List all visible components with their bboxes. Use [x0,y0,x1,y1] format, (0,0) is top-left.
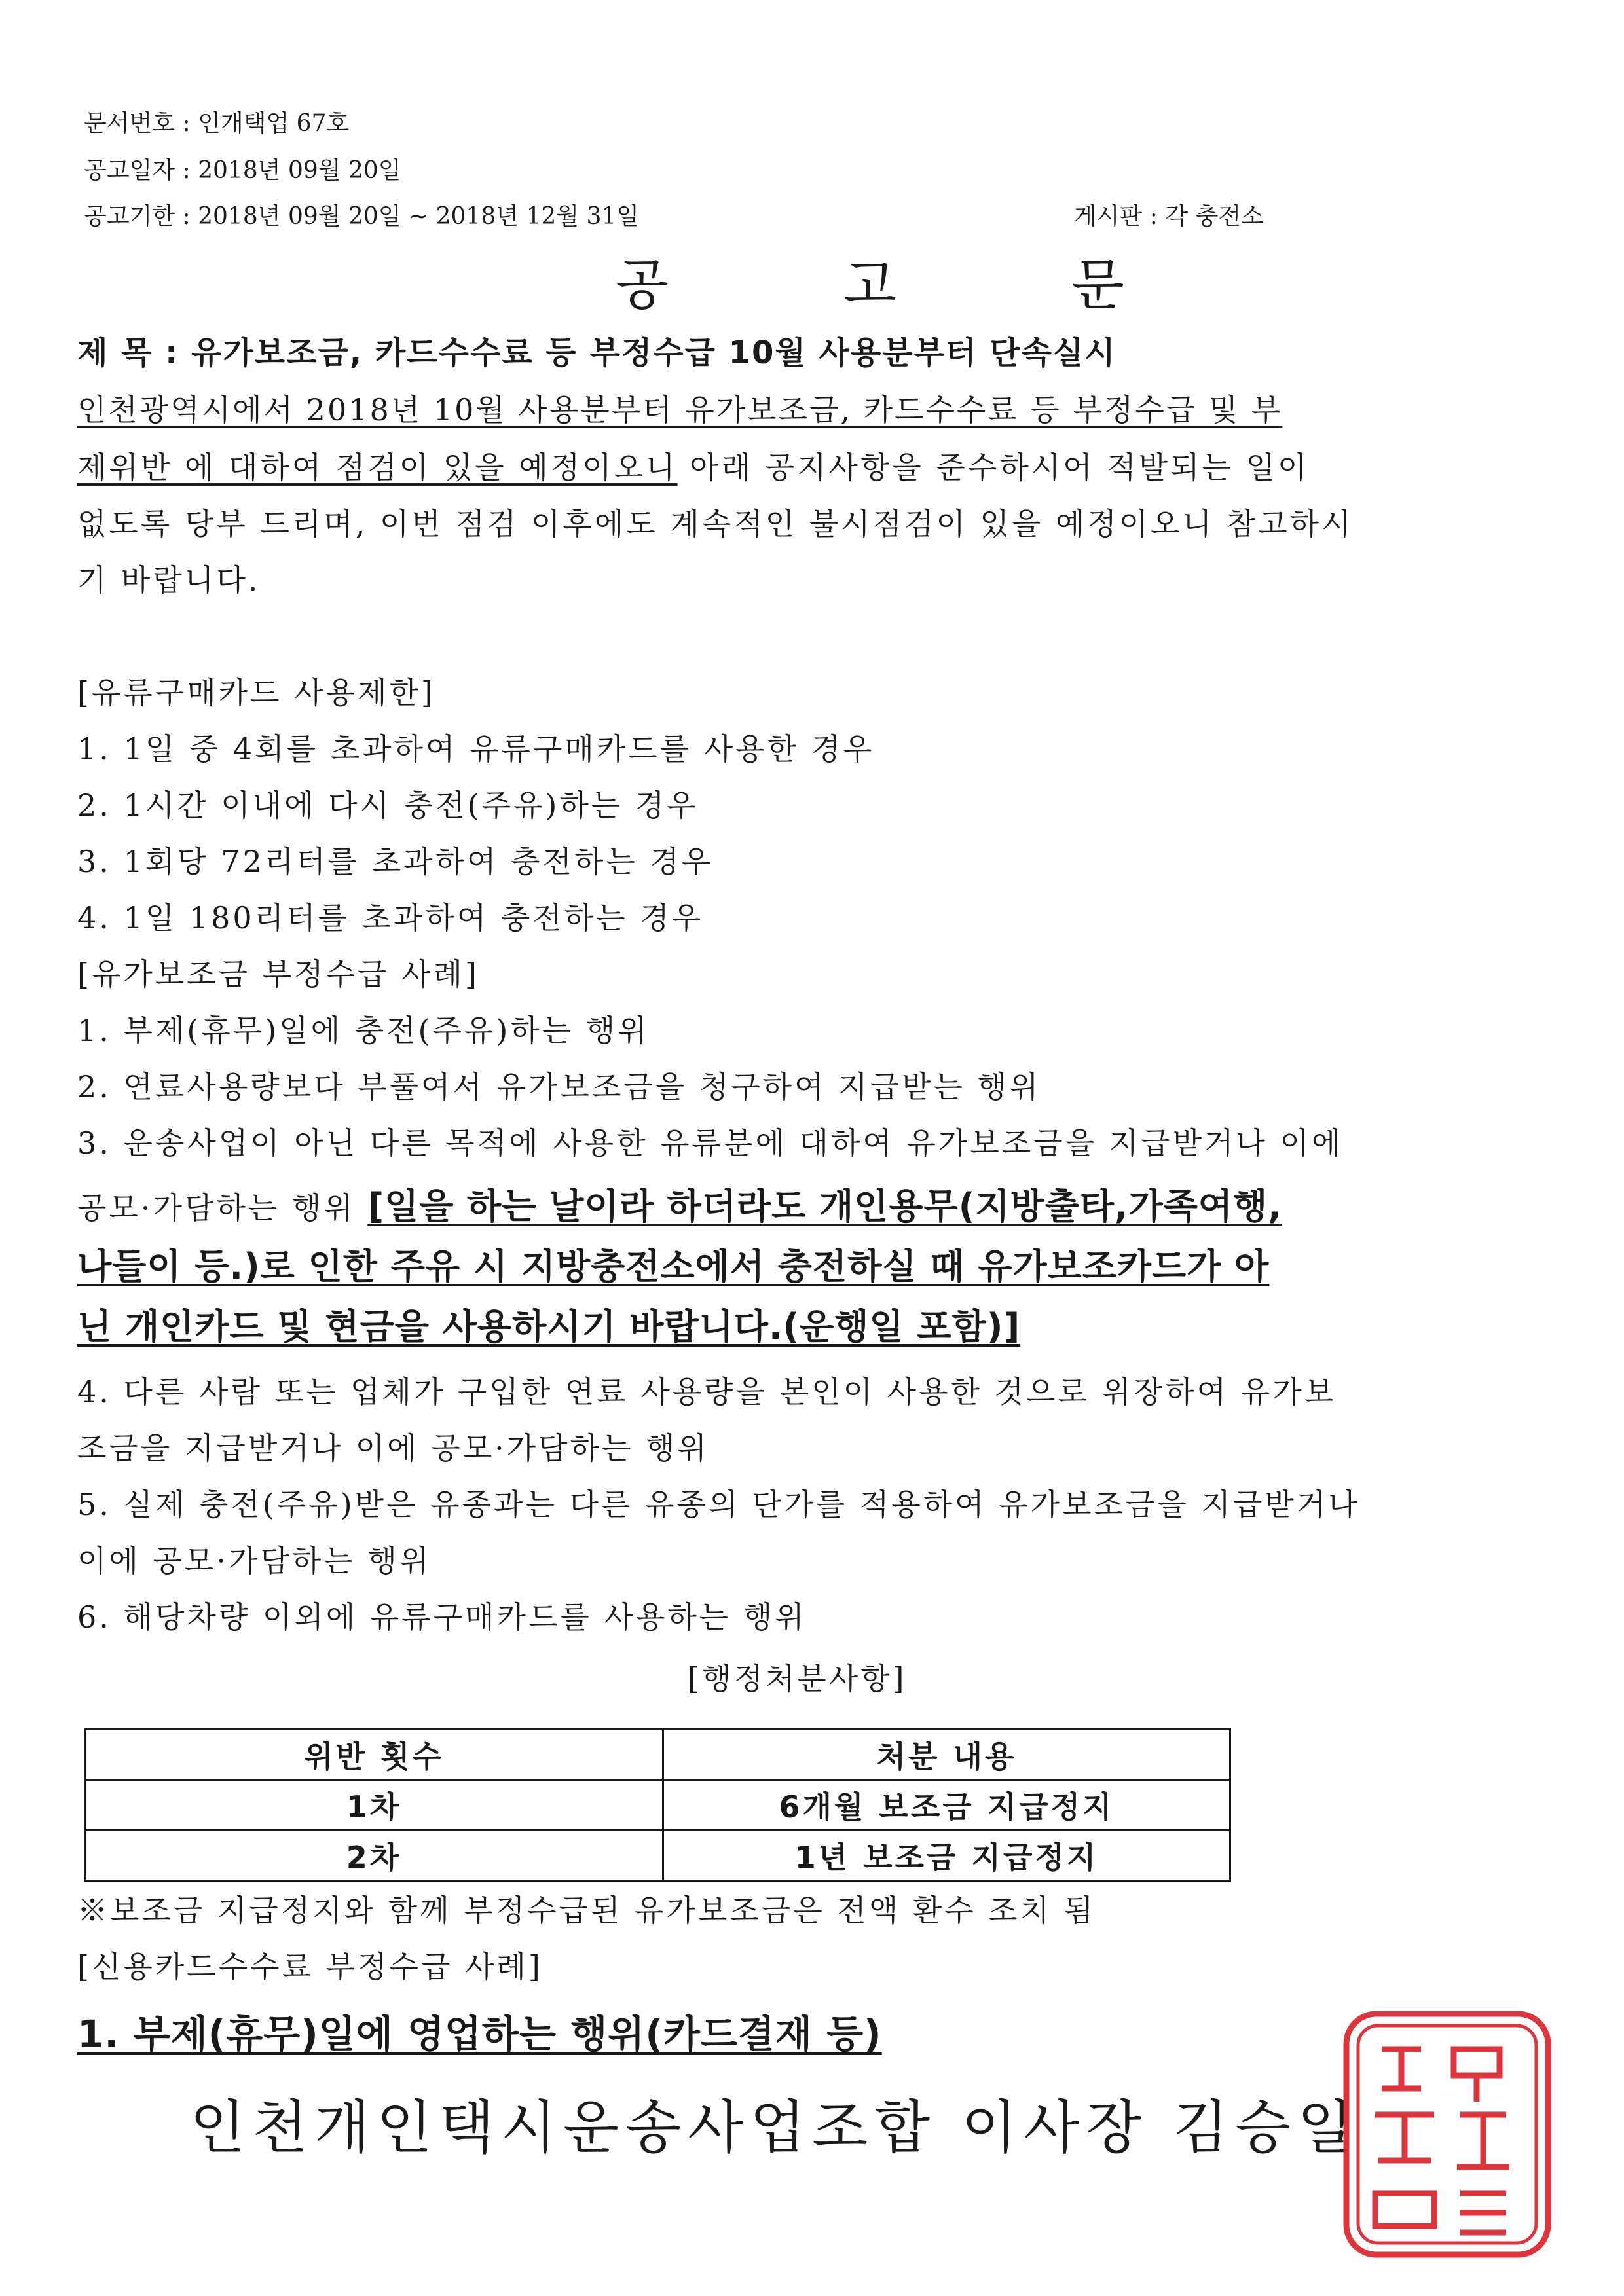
subsidy-fraud-item-2: 2. 연료사용량보다 부풀여서 유가보조금을 청구하여 지급받는 행위 [77,1069,1041,1104]
card-limit-item-4: 4. 1일 180리터를 초과하여 충전하는 경우 [77,900,704,936]
intro-line-3: 없도록 당부 드리며, 이번 점검 이후에도 계속적인 불시점검이 있을 예정이오니 참고하시 [77,506,1354,541]
intro-line-2 [77,444,1310,487]
intro-line-2-underlined: 제위반 에 대하여 점검이 있을 예정이오니 [77,450,678,485]
intro-line-4: 기 바랍니다. [77,562,261,598]
penalty-note: ※보조금 지급정지와 함께 부정수급된 유가보조금은 전액 환수 조치 됨 [77,1893,1096,1928]
doc-number: 문서번호 : 인개택업 67호 [84,110,350,137]
subsidy-fraud-item-6: 6. 해당차량 이외에 유류구매카드를 사용하는 행위 [77,1599,807,1635]
page-title: 공 고 문 [616,253,1203,317]
subsidy-fraud-item-4-line-2: 조금을 지급받거나 이에 공모·가담하는 행위 [77,1430,709,1466]
table-row [85,1831,1230,1881]
intro-line-1: 인천광역시에서 2018년 10월 사용분부터 유가보조금, 카드수수료 등 부정수급 및 부 [77,392,1283,428]
subsidy-fraud-item-5-line-1: 5. 실제 충전(주유)받은 유종과는 다른 유종의 단가를 적용하여 유가보조금을 지급받거나 [77,1487,1360,1522]
penalty-content: 1년 보조금 지급정지 [663,1831,1230,1881]
card-limits-heading: [유류구매카드 사용제한] [77,675,435,710]
penalty-table-header [85,1730,1230,1780]
subsidy-fraud-item-1: 1. 부제(휴무)일에 충전(주유)하는 행위 [77,1013,650,1048]
violation-count: 2차 [85,1831,663,1881]
card-limit-item-1: 1. 1일 중 4회를 초과하여 유류구매카드를 사용한 경우 [77,731,875,767]
signature-line: 인천개인택시운송사업조합 이사장 김승일 [190,2094,1360,2161]
penalty-heading: [행정처분사항] [688,1661,907,1696]
subsidy-fraud-item-5-line-2: 이에 공모·가담하는 행위 [77,1543,432,1578]
column-header: 처분 내용 [663,1730,1230,1780]
card-limit-item-3: 3. 1회당 72리터를 초과하여 충전하는 경우 [77,844,714,879]
penalty-content: 6개월 보조금 지급정지 [663,1780,1230,1831]
board-location: 게시판 : 각 충전소 [1074,203,1264,230]
emphasis-line-3: 닌 개인카드 및 현금을 사용하시기 바랍니다.(운행일 포함)] [77,1306,1021,1347]
official-seal-icon [1336,2003,1559,2265]
notice-date: 공고일자 : 2018년 09월 20일 [84,157,401,184]
intro-line-2-rest: 아래 공지사항을 준수하시어 적발되는 일이 [677,450,1310,485]
subsidy-fraud-heading: [유가보조금 부정수급 사례] [77,957,479,992]
violation-count: 1차 [85,1780,663,1831]
subsidy-fraud-item-4-line-1: 4. 다른 사람 또는 업체가 구입한 연료 사용량을 본인이 사용한 것으로 위장하여 유가보 [77,1374,1337,1410]
notice-period: 공고기한 : 2018년 09월 20일 ~ 2018년 12월 31일 [84,203,640,230]
emphasis-line-2: 나들이 등.)로 인한 주유 시 지방충전소에서 충전하실 때 유가보조카드가 아 [77,1246,1270,1287]
column-header: 위반 횟수 [85,1730,663,1780]
subsidy-fraud-item-3-text: 공모·가담하는 행위 [77,1190,368,1226]
penalty-table [84,1728,1231,1882]
card-fee-fraud-item-1: 1. 부제(휴무)일에 영업하는 행위(카드결재 등) [77,2012,882,2056]
card-limit-item-2: 2. 1시간 이내에 다시 충전(주유)하는 경우 [77,788,699,823]
notice-subject: 제 목 : 유가보조금, 카드수수료 등 부정수급 10월 사용분부터 단속실시 [77,335,1116,371]
subsidy-fraud-item-3-line-2 [77,1178,1282,1229]
subsidy-fraud-item-3-line-1: 3. 운송사업이 아닌 다른 목적에 사용한 유류분에 대하여 유가보조금을 지급받거나 이에 [77,1125,1344,1161]
card-fee-fraud-heading: [신용카드수수료 부정수급 사례] [77,1949,543,1984]
emphasis-line-1: [일을 하는 날이라 하더라도 개인용무(지방출타,가족여행, [367,1186,1282,1227]
table-row [85,1780,1230,1831]
